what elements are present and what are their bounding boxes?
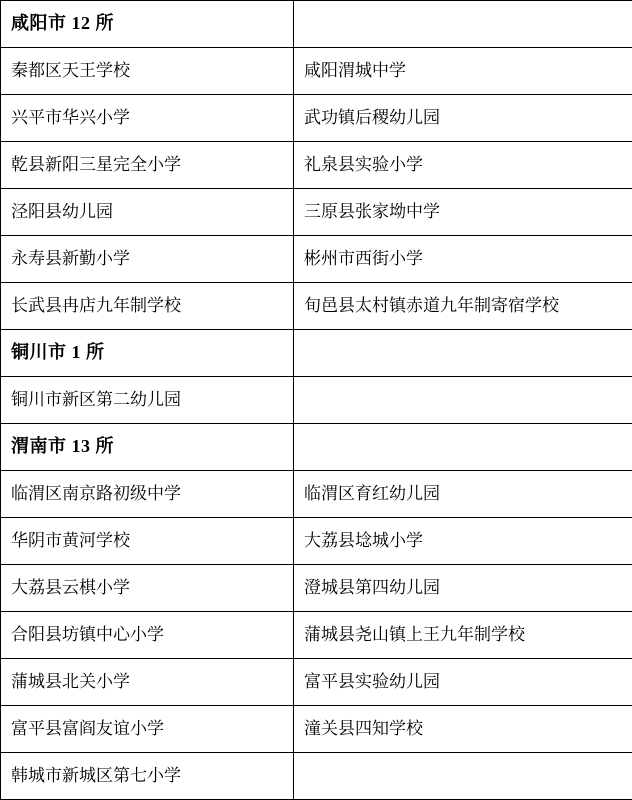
- school-name-cell-left: [1, 565, 294, 612]
- school-name-cell-left: [1, 236, 294, 283]
- table-row: [1, 283, 632, 330]
- table-body: [1, 1, 632, 800]
- cell-text: 武功镇后稷幼儿园: [304, 108, 632, 128]
- cell-text: 永寿县新勤小学: [11, 249, 283, 269]
- table-row: [1, 48, 632, 95]
- school-name-cell-left: [1, 283, 294, 330]
- cell-text: 澄城县第四幼儿园: [304, 578, 632, 598]
- cell-text: 泾阳县幼儿园: [11, 202, 283, 222]
- school-name-cell-right: [294, 518, 632, 565]
- cell-text: 秦都区天王学校: [11, 61, 283, 81]
- empty-cell: [294, 753, 632, 800]
- cell-text: 咸阳市 12 所: [11, 13, 283, 35]
- table-row: [1, 95, 632, 142]
- cell-text: 潼关县四知学校: [304, 719, 632, 739]
- empty-cell: [294, 330, 632, 377]
- table-row: [1, 706, 632, 753]
- school-name-cell-left: [1, 142, 294, 189]
- table-row: [1, 612, 632, 659]
- school-name-cell-left: [1, 706, 294, 753]
- school-name-cell-right: [294, 659, 632, 706]
- cell-text: 铜川市 1 所: [11, 342, 283, 364]
- school-name-cell-left: [1, 659, 294, 706]
- school-name-cell-right: [294, 95, 632, 142]
- cell-text: 蒲城县尧山镇上王九年制学校: [304, 625, 632, 645]
- cell-text: 彬州市西街小学: [304, 249, 632, 269]
- school-name-cell-left: [1, 189, 294, 236]
- table-row: [1, 377, 632, 424]
- cell-text: 兴平市华兴小学: [11, 108, 283, 128]
- table-row: [1, 471, 632, 518]
- school-name-cell-left: [1, 95, 294, 142]
- empty-cell: [294, 1, 632, 48]
- school-name-cell-left: [1, 471, 294, 518]
- cell-text: 三原县张家坳中学: [304, 202, 632, 222]
- cell-text: 乾县新阳三星完全小学: [11, 155, 283, 175]
- section-title-cell: [1, 330, 294, 377]
- school-name-cell-right: [294, 189, 632, 236]
- cell-text: 韩城市新城区第七小学: [11, 766, 283, 786]
- cell-text: 华阴市黄河学校: [11, 531, 283, 551]
- table-row: [1, 236, 632, 283]
- school-name-cell-right: [294, 471, 632, 518]
- table-row: [1, 189, 632, 236]
- school-name-cell-right: [294, 236, 632, 283]
- table-section-header-row: [1, 424, 632, 471]
- school-name-cell-left: [1, 612, 294, 659]
- cell-text: 礼泉县实验小学: [304, 155, 632, 175]
- cell-text: 合阳县坊镇中心小学: [11, 625, 283, 645]
- cell-text: 富平县富阎友谊小学: [11, 719, 283, 739]
- table-section-header-row: [1, 1, 632, 48]
- school-name-cell-left: [1, 518, 294, 565]
- cell-text: 蒲城县北关小学: [11, 672, 283, 692]
- table-section-header-row: [1, 330, 632, 377]
- table-row: [1, 753, 632, 800]
- cell-text: 大荔县云棋小学: [11, 578, 283, 598]
- cell-text: 临渭区育红幼儿园: [304, 484, 632, 504]
- cell-text: 渭南市 13 所: [11, 436, 283, 458]
- school-name-cell-right: [294, 565, 632, 612]
- cell-text: 富平县实验幼儿园: [304, 672, 632, 692]
- cell-text: 大荔县埝城小学: [304, 531, 632, 551]
- section-title-cell: [1, 1, 294, 48]
- empty-cell: [294, 377, 632, 424]
- school-name-cell-right: [294, 48, 632, 95]
- table-row: [1, 565, 632, 612]
- section-title-cell: [1, 424, 294, 471]
- school-name-cell-left: [1, 753, 294, 800]
- school-name-cell-left: [1, 377, 294, 424]
- cell-text: 铜川市新区第二幼儿园: [11, 390, 283, 410]
- school-name-cell-right: [294, 283, 632, 330]
- school-name-cell-right: [294, 706, 632, 753]
- table-row: [1, 142, 632, 189]
- cell-text: 临渭区南京路初级中学: [11, 484, 283, 504]
- school-name-cell-right: [294, 612, 632, 659]
- table-row: [1, 518, 632, 565]
- empty-cell: [294, 424, 632, 471]
- cell-text: 咸阳渭城中学: [304, 61, 632, 81]
- table-row: [1, 659, 632, 706]
- cell-text: 长武县冉店九年制学校: [11, 296, 283, 316]
- cell-text: 旬邑县太村镇赤道九年制寄宿学校: [304, 296, 632, 316]
- school-name-cell-right: [294, 142, 632, 189]
- school-name-cell-left: [1, 48, 294, 95]
